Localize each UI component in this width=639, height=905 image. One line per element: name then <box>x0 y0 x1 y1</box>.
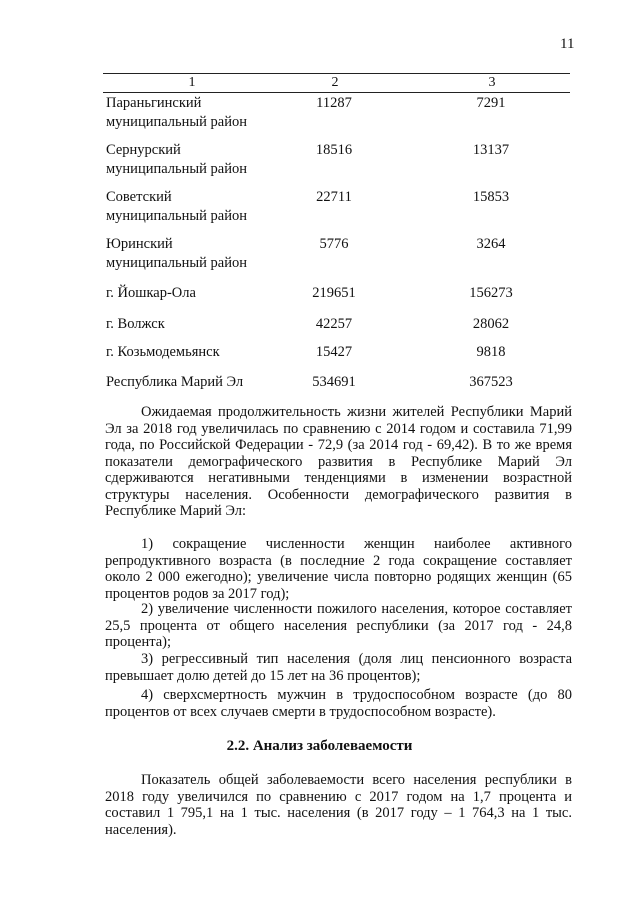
row-value-2: 42257 <box>315 316 353 332</box>
row-value-3: 9818 <box>476 344 506 360</box>
list-item: 1) сокращение численности женщин наиболее активного репродуктивного возраста (в последние 2 года сокращение составляет около 2 000 ежегодно); увеличение числа повторно родящих женщин (65 процентов родов за 2017 год); <box>105 536 572 602</box>
list-item: 4) сверхсмертность мужчин в трудоспособном возрасте (до 80 процентов от всех случаев смерти в трудоспособном возрасте). <box>105 687 572 720</box>
row-value-2: 18516 <box>315 142 353 158</box>
row-name: г. Волжск <box>106 316 165 332</box>
section-heading: 2.2. Анализ заболеваемости <box>226 738 413 754</box>
list-item: 2) увеличение численности пожилого населения, которое составляет 25,5 процента от общего населения республики (за 2017 год - 24,8 процента); <box>105 601 572 650</box>
row-value-2: 219651 <box>312 285 356 301</box>
row-value-2: 15427 <box>315 344 353 360</box>
list-item: 3) регрессивный тип населения (доля лиц пенсионного возраста превышает долю детей до 15 лет на 36 процентов); <box>105 651 572 684</box>
row-name: г. Козьмодемьянск <box>106 344 220 360</box>
paragraph-morbidity: Показатель общей заболеваемости всего населения республики в 2018 году увеличился по сравнению с 2017 годом на 1,7 процента и составил 1 795,1 на 1 тыс. населения (в 2017 году – 1 764,3 на 1 тыс. населения). <box>105 772 572 838</box>
row-name: Сернурский муниципальный район <box>106 142 247 177</box>
row-value-2: 22711 <box>316 189 352 205</box>
row-value-2: 11287 <box>316 95 352 111</box>
row-name: г. Йошкар-Ола <box>106 285 196 301</box>
row-value-2: 5776 <box>319 236 349 252</box>
paragraph-life-expectancy: Ожидаемая продолжительность жизни жителей Республики Марий Эл за 2018 год увеличилась по сравнению с 2014 годом и составила 71,99 года, по Российской Федерации - 72,9 (за 2014 год - 69,42). В то же время показатели демографического развития в Республике Марий Эл сдерживаются негативными тенденциями в изменении возрастной структуры населения. Особенности демографического развития в Республике Марий Эл: <box>105 404 572 519</box>
row-name: Юринский муниципальный район <box>106 236 247 271</box>
row-name: Советский муниципальный район <box>106 189 247 224</box>
row-name: Республика Марий Эл <box>106 374 244 390</box>
table-header-rule <box>103 92 570 93</box>
row-value-3: 28062 <box>472 316 510 332</box>
column-header-3: 3 <box>488 75 496 90</box>
row-value-3: 3264 <box>476 236 506 252</box>
page-number: 11 <box>560 36 575 52</box>
column-header-1: 1 <box>188 75 196 90</box>
row-value-3: 7291 <box>476 95 506 111</box>
table-top-rule <box>103 73 570 74</box>
row-value-3: 15853 <box>472 189 510 205</box>
row-value-3: 13137 <box>472 142 510 158</box>
row-name: Параньгинский муниципальный район <box>106 95 247 130</box>
row-value-3: 156273 <box>469 285 513 301</box>
column-header-2: 2 <box>331 75 339 90</box>
row-value-3: 367523 <box>469 374 513 390</box>
row-value-2: 534691 <box>312 374 356 390</box>
